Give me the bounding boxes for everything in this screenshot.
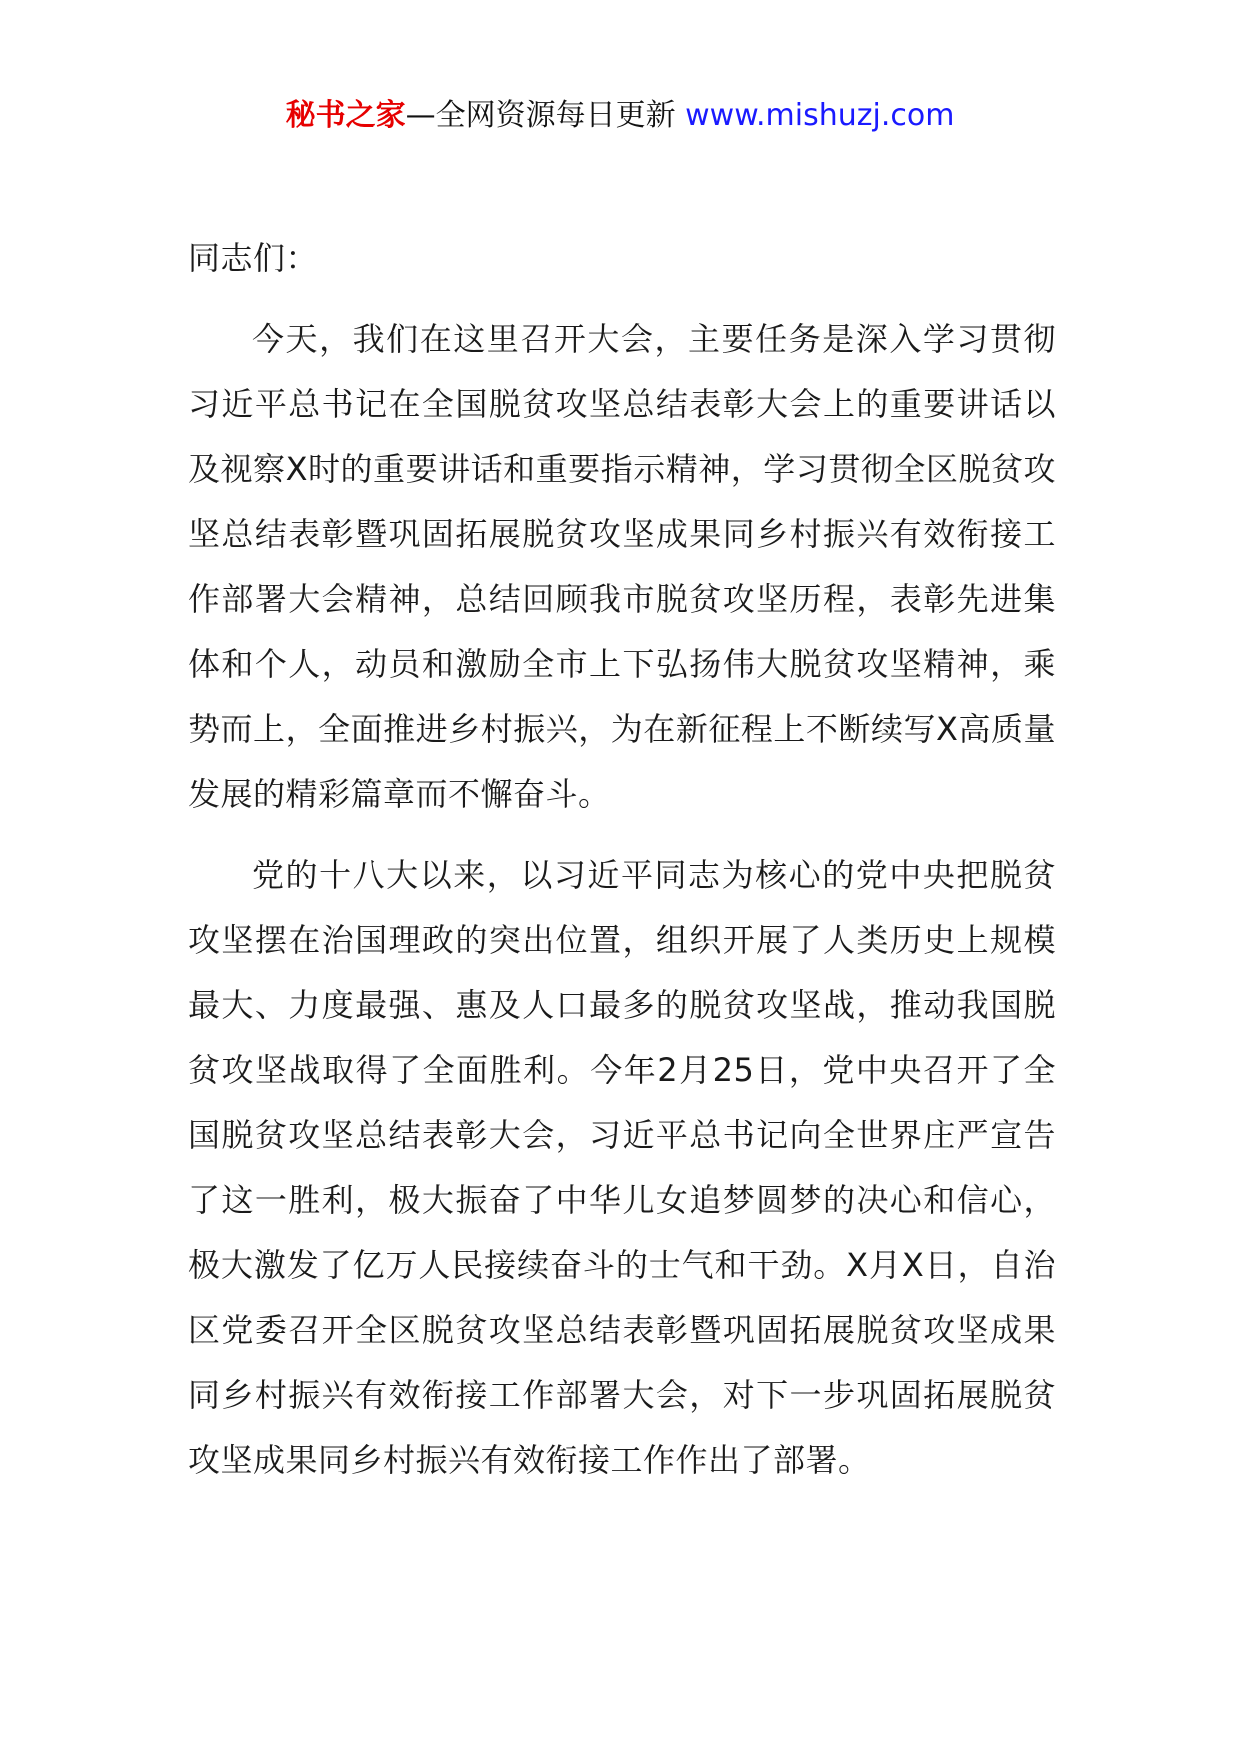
salutation: 同志们： — [188, 239, 319, 277]
header-tagline: —全网资源每日更新 — [405, 98, 676, 133]
document-body — [188, 226, 1056, 1493]
paragraph-1: 今天，我们在这里召开大会，主要任务是深入学习贯彻习近平总书记在全国脱贫攻坚总结表彰大会上的重要讲话以及视察X时的重要讲话和重要指示精神，学习贯彻全区脱贫攻坚总结表彰暨巩固拓展脱贫攻坚成果同乡村振兴有效衔接工作部署大会精神，总结回顾我市脱贫攻坚历程，表彰先进集体和个人，动员和激励全市上下弘扬伟大脱贫攻坚精神，乘势而上，全面推进乡村振兴，为在新征程上不断续写X高质量发展的精彩篇章而不懈奋斗。 — [188, 320, 1056, 813]
paragraph-2: 党的十八大以来，以习近平同志为核心的党中央把脱贫攻坚摆在治国理政的突出位置，组织开展了人类历史上规模最大、力度最强、惠及人口最多的脱贫攻坚战，推动我国脱贫攻坚战取得了全面胜利。今年2月25日，党中央召开了全国脱贫攻坚总结表彰大会，习近平总书记向全世界庄严宣告了这一胜利，极大振奋了中华儿女追梦圆梦的决心和信心，极大激发了亿万人民接续奋斗的士气和干劲。X月X日，自治区党委召开全区脱贫攻坚总结表彰暨巩固拓展脱贫攻坚成果同乡村振兴有效衔接工作部署大会，对下一步巩固拓展脱贫攻坚成果同乡村振兴有效衔接工作作出了部署。 — [188, 856, 1056, 1479]
brand-name: 秘书之家 — [285, 98, 406, 133]
page-header — [0, 96, 1240, 136]
site-url-link[interactable]: www.mishuzj.com — [685, 98, 955, 133]
